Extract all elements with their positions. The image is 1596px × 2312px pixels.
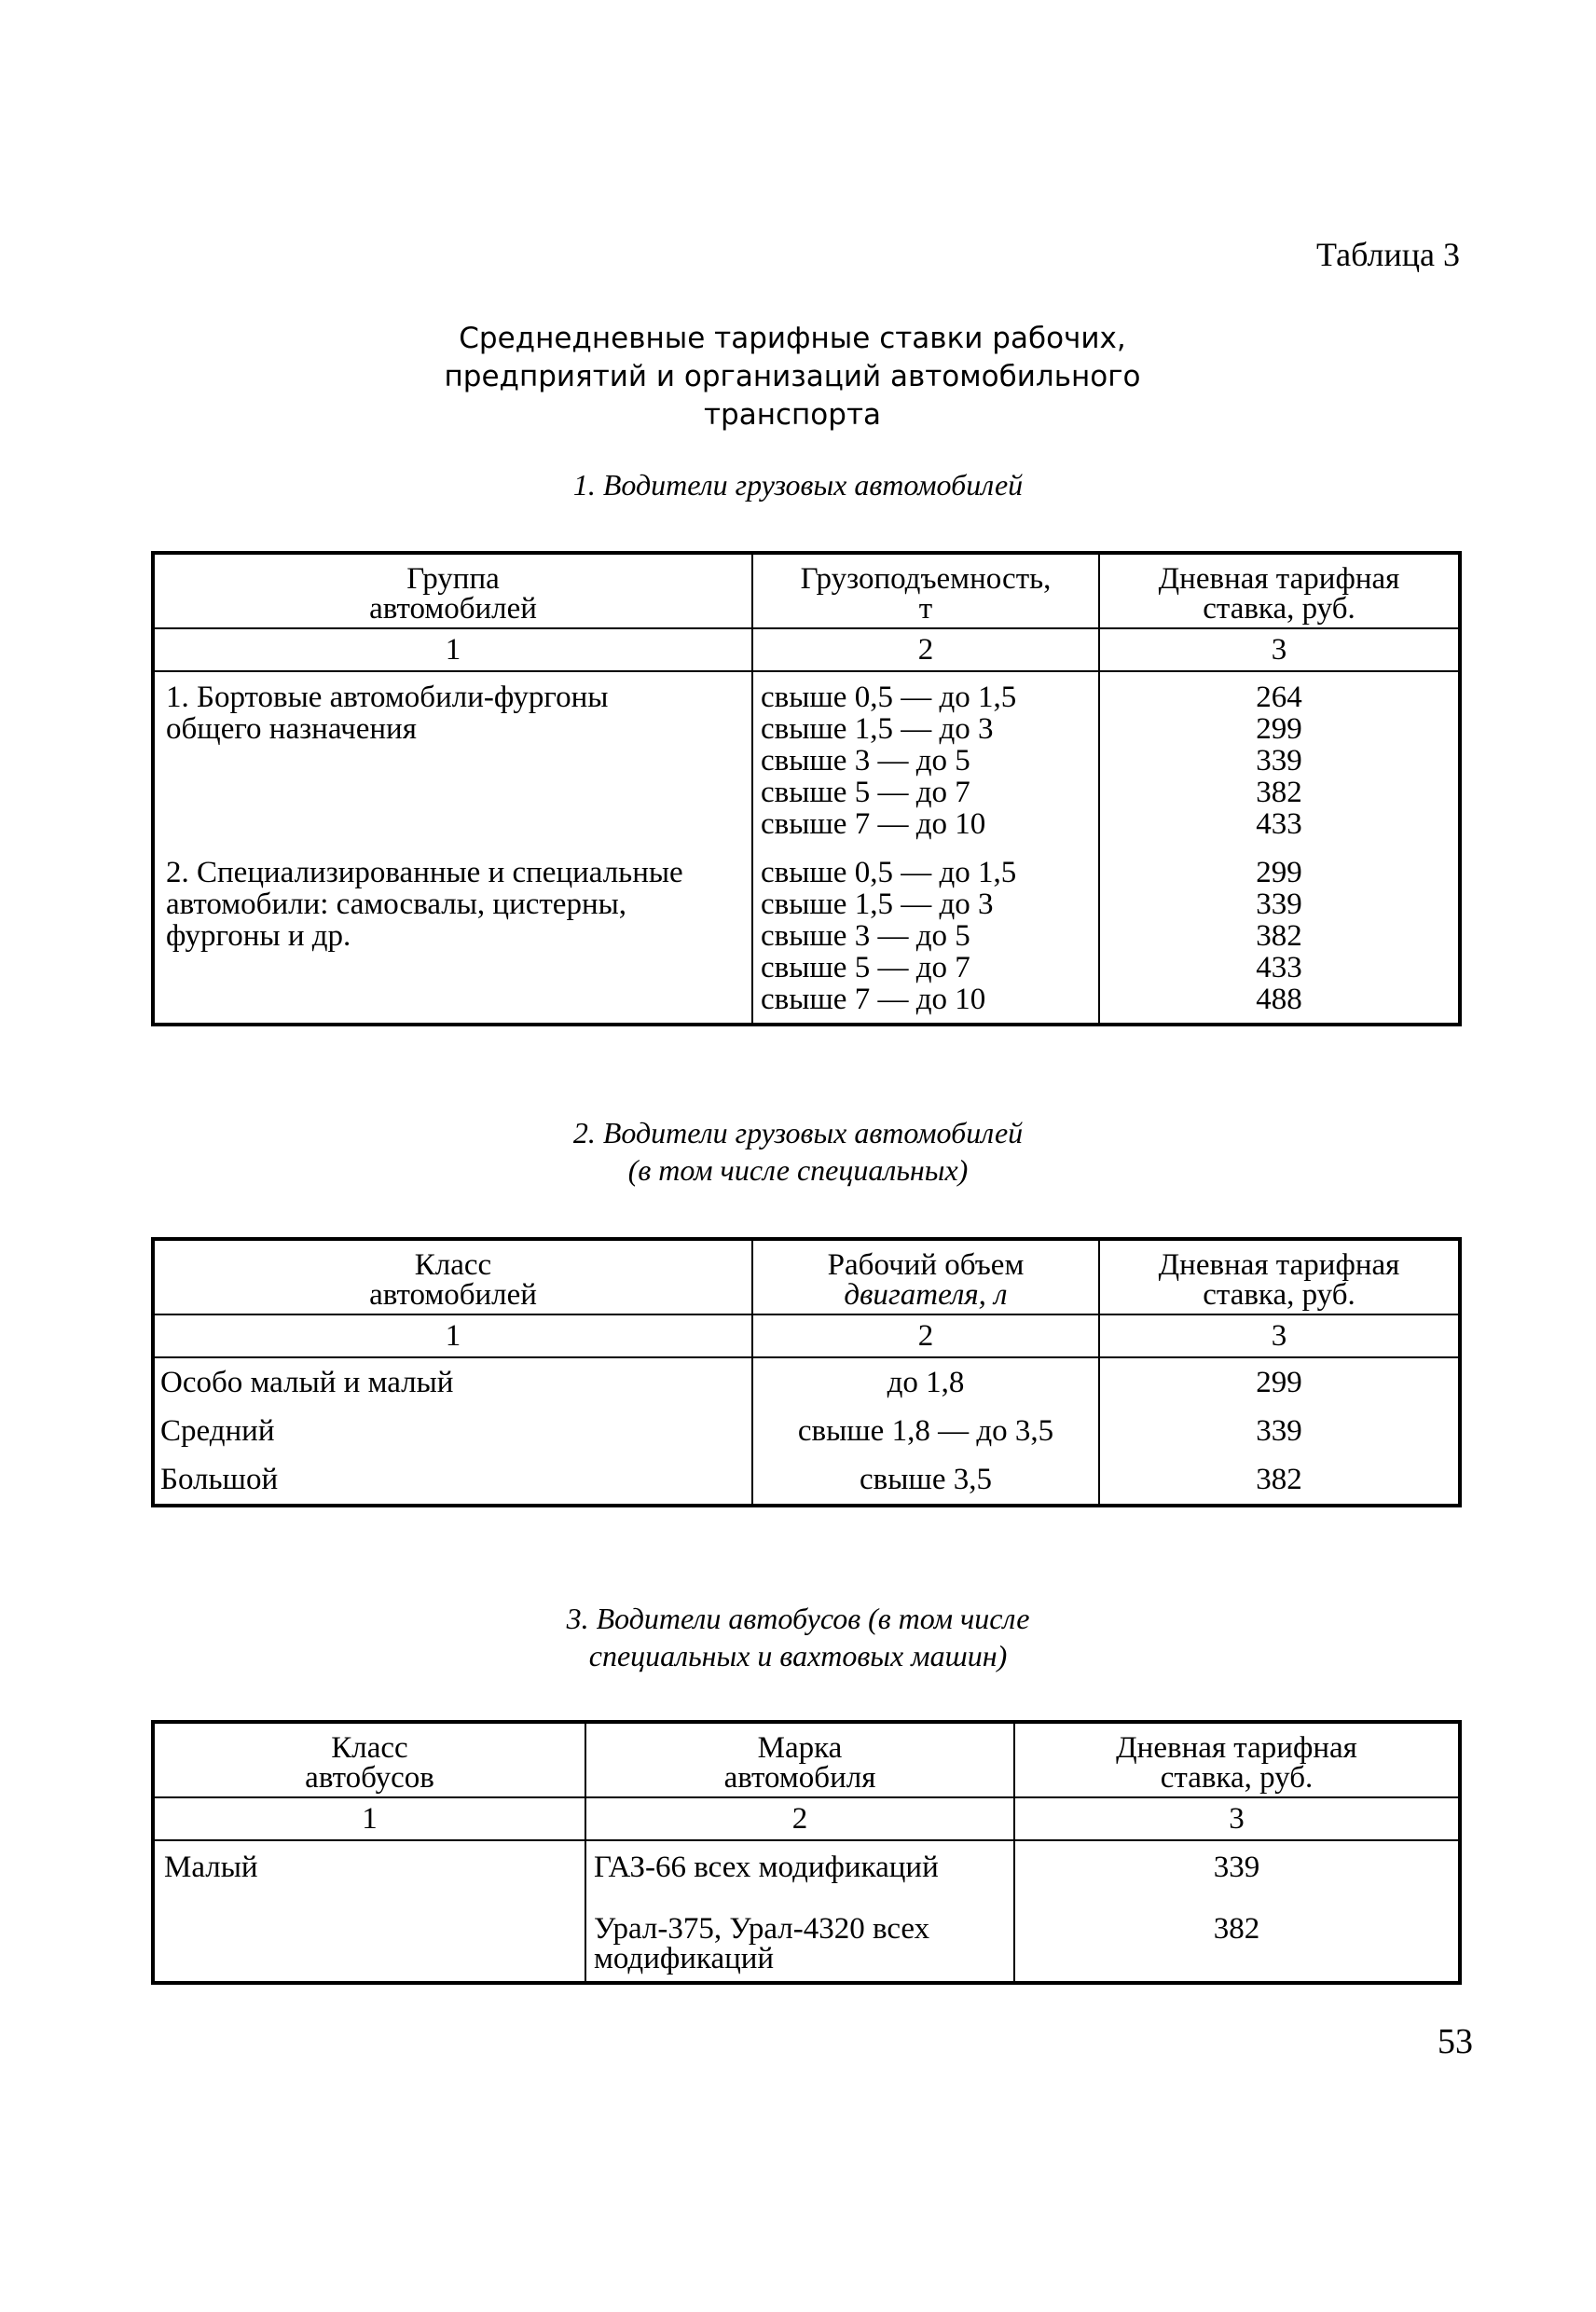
table-row: [153, 847, 1460, 1025]
truck-drivers-capacity-table: [151, 551, 1462, 1026]
capacity-range-cell: свыше 0,5 — до 1,5 свыше 1,5 — до 3 свыше 3 — до 5 свыше 5 — до 7 свыше 7 — до 10: [752, 847, 1099, 1025]
column-number: 2: [752, 1314, 1099, 1357]
column-number-row: [153, 1314, 1460, 1357]
column-header-rate: Дневная тарифная ставка, руб.: [1099, 553, 1460, 628]
bus-class-cell: Малый: [153, 1840, 585, 1983]
group-name-cell: 1. Бортовые автомобили-фургоны общего назначения: [153, 671, 752, 847]
title-line: Среднедневные тарифные ставки рабочих,: [459, 322, 1126, 355]
class-cell: Средний: [153, 1407, 752, 1455]
column-number: 3: [1099, 1314, 1460, 1357]
column-number: 1: [153, 1314, 752, 1357]
column-number-row: [153, 1797, 1460, 1840]
document-title: [326, 320, 1259, 434]
column-header-engine-volume: Рабочий объем двигателя, л: [752, 1239, 1099, 1314]
group-name-cell: 2. Специализированные и специальные автомобили: самосвалы, цистерны, фургоны и др.: [153, 847, 752, 1025]
class-cell: Особо малый и малый: [153, 1357, 752, 1407]
column-number: 3: [1014, 1797, 1460, 1840]
engine-volume-cell: свыше 1,8 — до 3,5: [752, 1407, 1099, 1455]
section-1-title: 1. Водители грузовых автомобилей: [572, 468, 1024, 502]
class-cell: Большой: [153, 1455, 752, 1506]
bus-drivers-table: [151, 1720, 1462, 1985]
table-header-row: [153, 1722, 1460, 1797]
column-number-row: [153, 628, 1460, 671]
table-row: [153, 1357, 1460, 1407]
table-row: [153, 671, 1460, 847]
capacity-range-cell: свыше 0,5 — до 1,5 свыше 1,5 — до 3 свыше 3 — до 5 свыше 5 — до 7 свыше 7 — до 10: [752, 671, 1099, 847]
column-header-rate: Дневная тарифная ставка, руб.: [1099, 1239, 1460, 1314]
brand-cell: ГАЗ-66 всех модификаций Урал-375, Урал-4320 всех модификаций: [585, 1840, 1014, 1983]
rate-cell: 264 299 339 382 433: [1099, 671, 1460, 847]
column-number: 1: [153, 628, 752, 671]
title-line: предприятий и организаций автомобильного: [444, 360, 1141, 393]
section-3-title: 3. Водители автобусов (в том числе специальных и вахтовых машин): [566, 1602, 1030, 1672]
column-number: 3: [1099, 628, 1460, 671]
rate-cell: 339: [1099, 1407, 1460, 1455]
rate-cell: 299 339 382 433 488: [1099, 847, 1460, 1025]
title-line: транспорта: [703, 398, 881, 432]
table-row: [153, 1455, 1460, 1506]
table-row: [153, 1407, 1460, 1455]
column-header-bus-class: Класс автобусов: [153, 1722, 585, 1797]
engine-volume-cell: до 1,8: [752, 1357, 1099, 1407]
rate-cell: 382: [1099, 1455, 1460, 1506]
truck-drivers-engine-table: [151, 1237, 1462, 1507]
rate-cell: 299: [1099, 1357, 1460, 1407]
column-header-capacity: Грузоподъемность, т: [752, 553, 1099, 628]
column-number: 2: [752, 628, 1099, 671]
table-label: Таблица 3: [1316, 236, 1460, 273]
column-header-class: Класс автомобилей: [153, 1239, 752, 1314]
table-header-row: [153, 1239, 1460, 1314]
page-number: 53: [1438, 2022, 1473, 2061]
column-header-rate: Дневная тарифная ставка, руб.: [1014, 1722, 1460, 1797]
engine-volume-cell: свыше 3,5: [752, 1455, 1099, 1506]
column-number: 1: [153, 1797, 585, 1840]
table-row: [153, 1840, 1460, 1983]
rate-cell: 339 382: [1014, 1840, 1460, 1983]
column-header-brand: Марка автомобиля: [585, 1722, 1014, 1797]
section-2-title: 2. Водители грузовых автомобилей (в том числе специальных): [572, 1116, 1024, 1187]
table-header-row: [153, 553, 1460, 628]
column-header-group: Группа автомобилей: [153, 553, 752, 628]
column-number: 2: [585, 1797, 1014, 1840]
